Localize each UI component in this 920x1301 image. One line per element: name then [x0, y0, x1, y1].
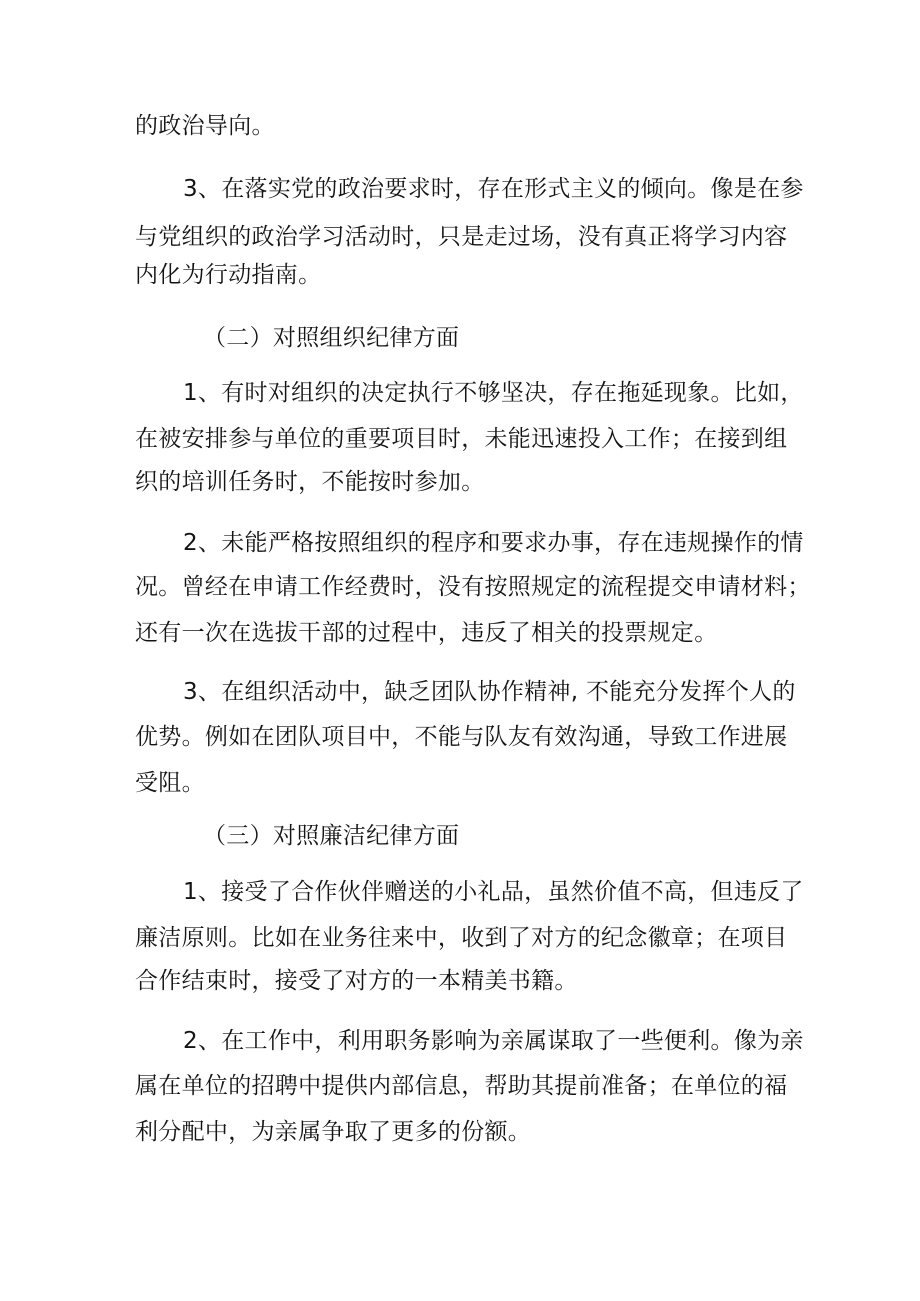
paragraph-line: 内化为行动指南。: [135, 262, 322, 288]
paragraph-line: 1、有时对组织的决定执行不够坚决，存在拖延现象。比如，: [183, 380, 804, 406]
section-heading: （三）对照廉洁纪律方面: [203, 823, 460, 849]
paragraph-line: 利分配中，为亲属争取了更多的份额。: [135, 1119, 532, 1145]
paragraph-line: 1、接受了合作伙伴赠送的小礼品，虽然价值不高，但违反了: [183, 879, 804, 905]
paragraph-line: 还有一次在选拔干部的过程中，违反了相关的投票规定。: [135, 620, 718, 646]
paragraph-line: 属在单位的招聘中提供内部信息，帮助其提前准备；在单位的福: [135, 1073, 788, 1099]
paragraph-line: 2、未能严格按照组织的程序和要求办事，存在违规操作的情: [183, 530, 804, 556]
paragraph-line: 合作结束时，接受了对方的一本精美书籍。: [135, 968, 578, 994]
paragraph-line: 优势。例如在团队项目中，不能与队友有效沟通，导致工作进展: [135, 724, 788, 750]
paragraph-line: 况。曾经在申请工作经费时，没有按照规定的流程提交申请材料；: [135, 574, 811, 600]
paragraph-line: 3、在组织活动中，缺乏团队协作精神, 不能充分发挥个人的: [183, 679, 796, 705]
paragraph-line: 廉洁原则。比如在业务往来中，收到了对方的纪念徽章；在项目: [135, 925, 788, 951]
paragraph-line: 2、在工作中，利用职务影响为亲属谋取了一些便利。像为亲: [183, 1028, 804, 1054]
section-heading: （二）对照组织纪律方面: [203, 325, 460, 351]
paragraph-continuation: 的政治导向。: [135, 113, 275, 139]
paragraph-line: 织的培训任务时，不能按时参加。: [135, 469, 485, 495]
paragraph-line: 3、在落实党的政治要求时，存在形式主义的倾向。像是在参: [183, 176, 804, 202]
paragraph-line: 在被安排参与单位的重要项目时，未能迅速投入工作；在接到组: [135, 426, 788, 452]
paragraph-line: 与党组织的政治学习活动时，只是走过场，没有真正将学习内容: [135, 224, 788, 250]
paragraph-line: 受阻。: [135, 770, 205, 796]
